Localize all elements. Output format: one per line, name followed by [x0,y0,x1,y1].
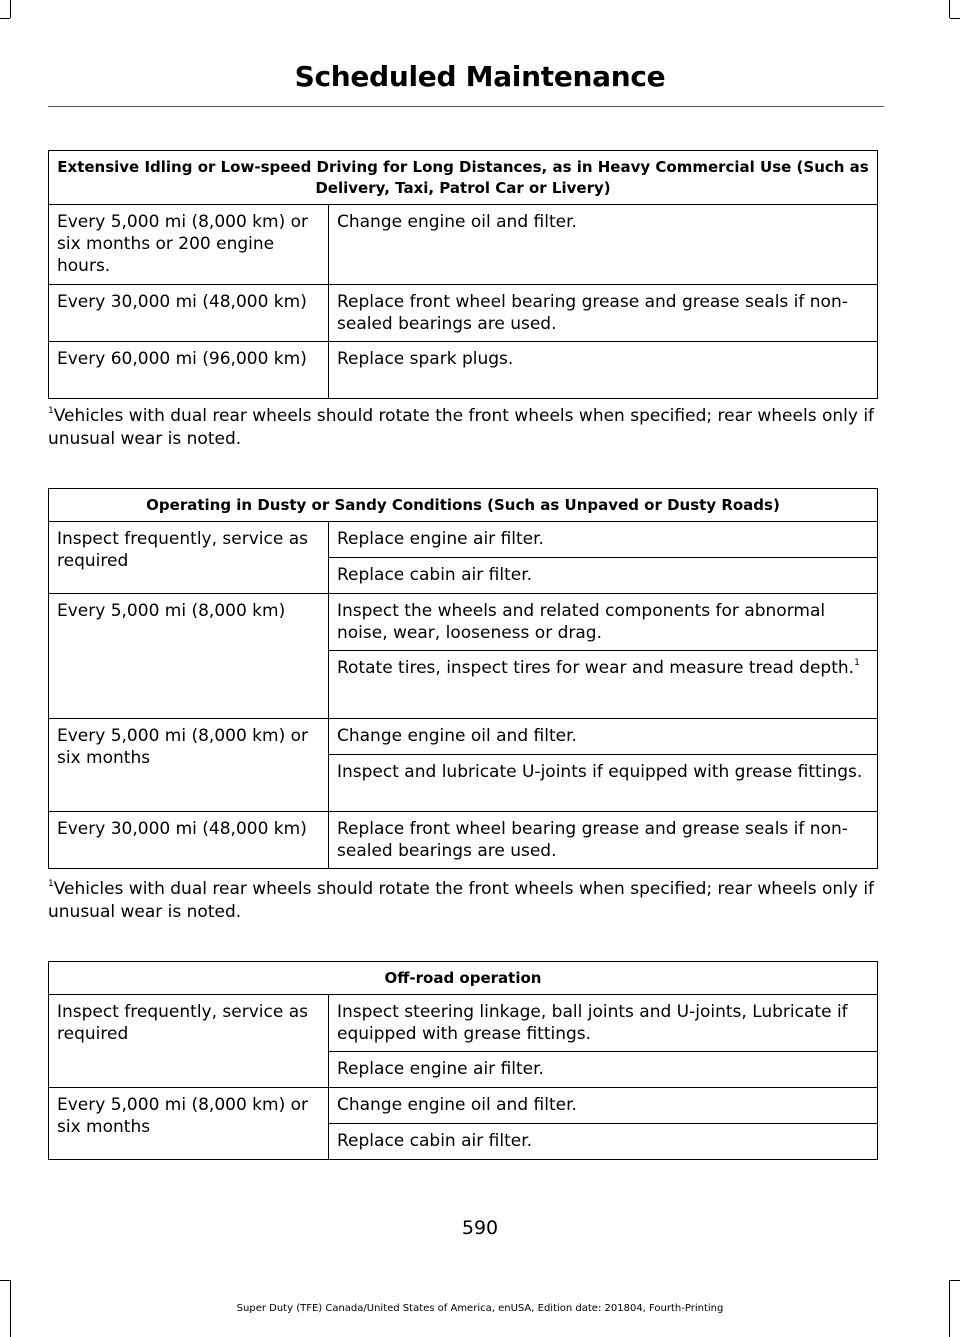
task-cell: Replace cabin air filter. [329,1124,878,1160]
task-cell: Change engine oil and filter. [329,1088,878,1124]
table-row [49,522,878,558]
table-row [49,1088,878,1124]
table-row [49,342,878,399]
footnote-reference: 1 [854,658,860,668]
table-heading-row [49,151,878,205]
footnote-text: Vehicles with dual rear wheels should rotate the front wheels when specified; rear wheels only if unusual wear is noted. [48,879,875,922]
crop-mark [0,18,10,19]
footnote-text: Vehicles with dual rear wheels should rotate the front wheels when specified; rear wheels only if unusual wear is noted. [48,406,875,449]
table-heading: Off-road operation [49,962,878,995]
crop-mark [950,1280,960,1281]
table-heading-row [49,962,878,995]
crop-mark [10,0,11,18]
footnote [48,405,884,451]
task-cell: Replace front wheel bearing grease and grease seals if non-sealed bearings are used. [329,285,878,342]
interval-cell: Every 30,000 mi (48,000 km) [49,285,329,342]
interval-cell: Inspect frequently, service as required [49,995,329,1088]
table-row [49,594,878,651]
interval-cell: Inspect frequently, service as required [49,522,329,594]
interval-cell: Every 5,000 mi (8,000 km) or six months or 200 engine hours. [49,205,329,285]
page-number: 590 [461,1217,499,1239]
task-cell: Replace front wheel bearing grease and grease seals if non-sealed bearings are used. [329,812,878,869]
table-heading: Operating in Dusty or Sandy Conditions (Such as Unpaved or Dusty Roads) [49,489,878,522]
table-row [49,285,878,342]
title-divider [48,106,884,107]
crop-mark [0,1280,10,1281]
page-footer: Super Duty (TFE) Canada/United States of America, enUSA, Edition date: 201804, Fourth-Printing [236,1303,724,1314]
maintenance-table-idling [48,150,878,399]
table-row [49,995,878,1052]
task-cell: Inspect steering linkage, ball joints and U-joints, Lubricate if equipped with grease fittings. [329,995,878,1052]
task-cell: Inspect and lubricate U-joints if equipped with grease fittings. [329,755,878,812]
table-heading-row [49,489,878,522]
task-cell: Inspect the wheels and related components for abnormal noise, wear, looseness or drag. [329,594,878,651]
task-cell: Change engine oil and filter. [329,205,878,285]
footnote-mark: 1 [48,406,54,416]
task-cell: Replace engine air filter. [329,522,878,558]
maintenance-table-offroad [48,961,878,1160]
interval-cell: Every 30,000 mi (48,000 km) [49,812,329,869]
interval-cell: Every 5,000 mi (8,000 km) or six months [49,719,329,812]
task-cell: Change engine oil and filter. [329,719,878,755]
table-row [49,719,878,755]
task-cell: Replace spark plugs. [329,342,878,399]
page-title: Scheduled Maintenance [294,60,666,93]
crop-mark [950,18,960,19]
table-row [49,205,878,285]
task-cell [329,651,878,719]
task-text: Rotate tires, inspect tires for wear and measure tread depth. [337,658,855,678]
table-heading: Extensive Idling or Low-speed Driving for Long Distances, as in Heavy Commercial Use (Such as Delivery, Taxi, Patrol Car or Livery) [49,151,878,205]
interval-cell: Every 5,000 mi (8,000 km) or six months [49,1088,329,1160]
interval-cell: Every 60,000 mi (96,000 km) [49,342,329,399]
interval-cell: Every 5,000 mi (8,000 km) [49,594,329,719]
maintenance-table-dusty [48,488,878,869]
table-row [49,812,878,869]
task-cell: Replace cabin air filter. [329,558,878,594]
crop-mark [949,0,950,18]
task-cell: Replace engine air filter. [329,1052,878,1088]
footnote-mark: 1 [48,879,54,889]
footnote [48,878,884,924]
